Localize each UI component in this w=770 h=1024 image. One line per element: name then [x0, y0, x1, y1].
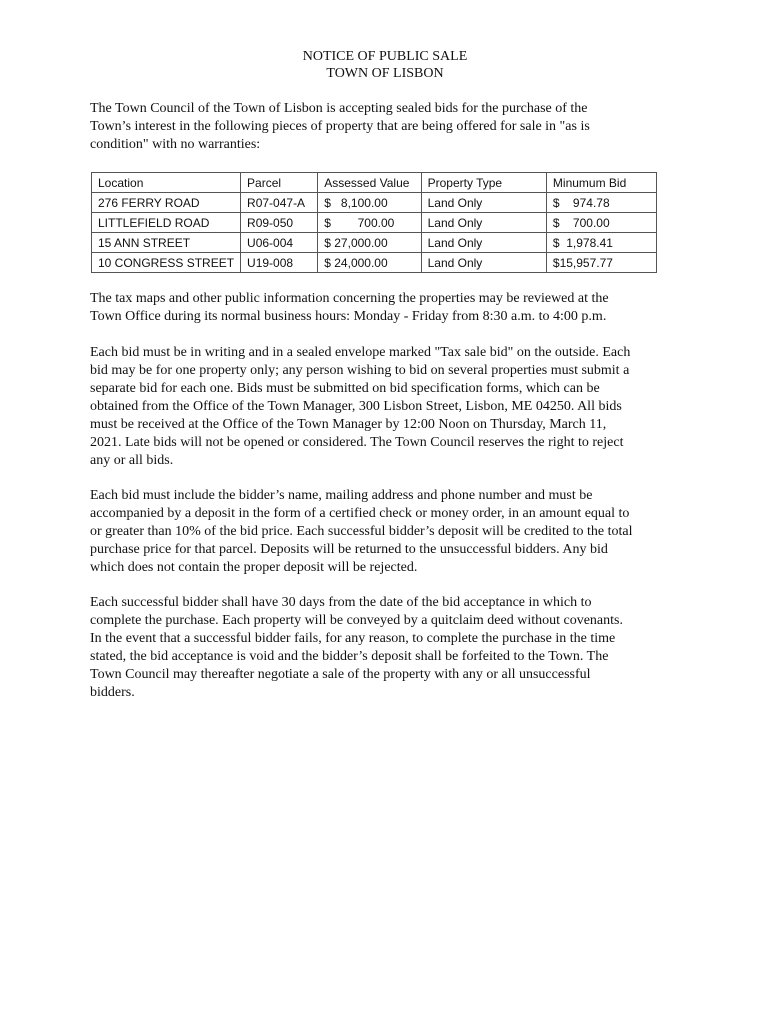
cell-minimum-bid: $ 700.00 [546, 213, 656, 233]
bid-writing-paragraph: Each bid must be in writing and in a sealed envelope marked "Tax sale bid" on the outside. Each bid may be for one property only; any person wishing to bid on several properties must submit a separate bid for each one. Bids must be submitted on bid specification forms, which can be obtained from the Office of the Town Manager, 300 Lisbon Street, Lisbon, ME 04250. All bids must be received at the Office of the Town Manager by 12:00 Noon on Thursday, March 11, 2021. Late bids will not be opened or considered. The Town Council reserves the right to reject any or all bids. [90, 345, 631, 468]
cell-minimum-bid: $ 1,978.41 [546, 233, 656, 253]
cell-property-type: Land Only [421, 213, 546, 233]
notice-title: NOTICE OF PUBLIC SALE [302, 49, 468, 64]
cell-minimum-bid: $ 974.78 [546, 193, 656, 213]
header-property-type: Property Type [421, 173, 546, 193]
cell-assessed-value: $ 27,000.00 [318, 233, 421, 253]
cell-location: LITTLEFIELD ROAD [92, 213, 241, 233]
cell-parcel: U06-004 [241, 233, 318, 253]
table-row [92, 233, 657, 253]
cell-assessed-value: $ 24,000.00 [318, 253, 421, 273]
cell-parcel: U19-008 [241, 253, 318, 273]
cell-property-type: Land Only [421, 253, 546, 273]
bid-deposit-paragraph: Each bid must include the bidder’s name, mailing address and phone number and must be accompanied by a deposit in the form of a certified check or money order, in an amount equal to or greater than 10% of the bid price. Each successful bidder’s deposit will be credited to the total purchase price for that parcel. Deposits will be returned to the unsuccessful bidders. Any bid which does not contain the proper deposit will be rejected. [90, 488, 633, 575]
header-assessed-value: Assessed Value [318, 173, 421, 193]
cell-location: 15 ANN STREET [92, 233, 241, 253]
successful-bidder-paragraph: Each successful bidder shall have 30 days from the date of the bid acceptance in which to complete the purchase. Each property will be conveyed by a quitclaim deed without covenants. In the event that a successful bidder fails, for any reason, to complete the purchase in the time stated, the bid acceptance is void and the bidder’s deposit shall be forfeited to the Town. The Town Council may thereafter negotiate a sale of the property with any or all unsuccessful bidders. [90, 595, 623, 700]
cell-assessed-value: $ 8,100.00 [318, 193, 421, 213]
table-row [92, 193, 657, 213]
cell-location: 10 CONGRESS STREET [92, 253, 241, 273]
property-table [91, 172, 657, 273]
cell-parcel: R09-050 [241, 213, 318, 233]
cell-minimum-bid: $15,957.77 [546, 253, 656, 273]
notice-subtitle: TOWN OF LISBON [326, 66, 444, 81]
cell-property-type: Land Only [421, 233, 546, 253]
cell-location: 276 FERRY ROAD [92, 193, 241, 213]
header-minimum-bid: Minumum Bid [546, 173, 656, 193]
table-row [92, 253, 657, 273]
cell-assessed-value: $ 700.00 [318, 213, 421, 233]
cell-property-type: Land Only [421, 193, 546, 213]
intro-paragraph: The Town Council of the Town of Lisbon is accepting sealed bids for the purchase of the Town’s interest in the following pieces of property that are being offered for sale in "as is condition" with no warranties: [90, 101, 590, 152]
tax-maps-paragraph: The tax maps and other public information concerning the properties may be reviewed at the Town Office during its normal business hours: Monday - Friday from 8:30 a.m. to 4:00 p.m. [90, 291, 609, 324]
header-parcel: Parcel [241, 173, 318, 193]
header-location: Location [92, 173, 241, 193]
table-row [92, 213, 657, 233]
table-header-row [92, 173, 657, 193]
cell-parcel: R07-047-A [241, 193, 318, 213]
